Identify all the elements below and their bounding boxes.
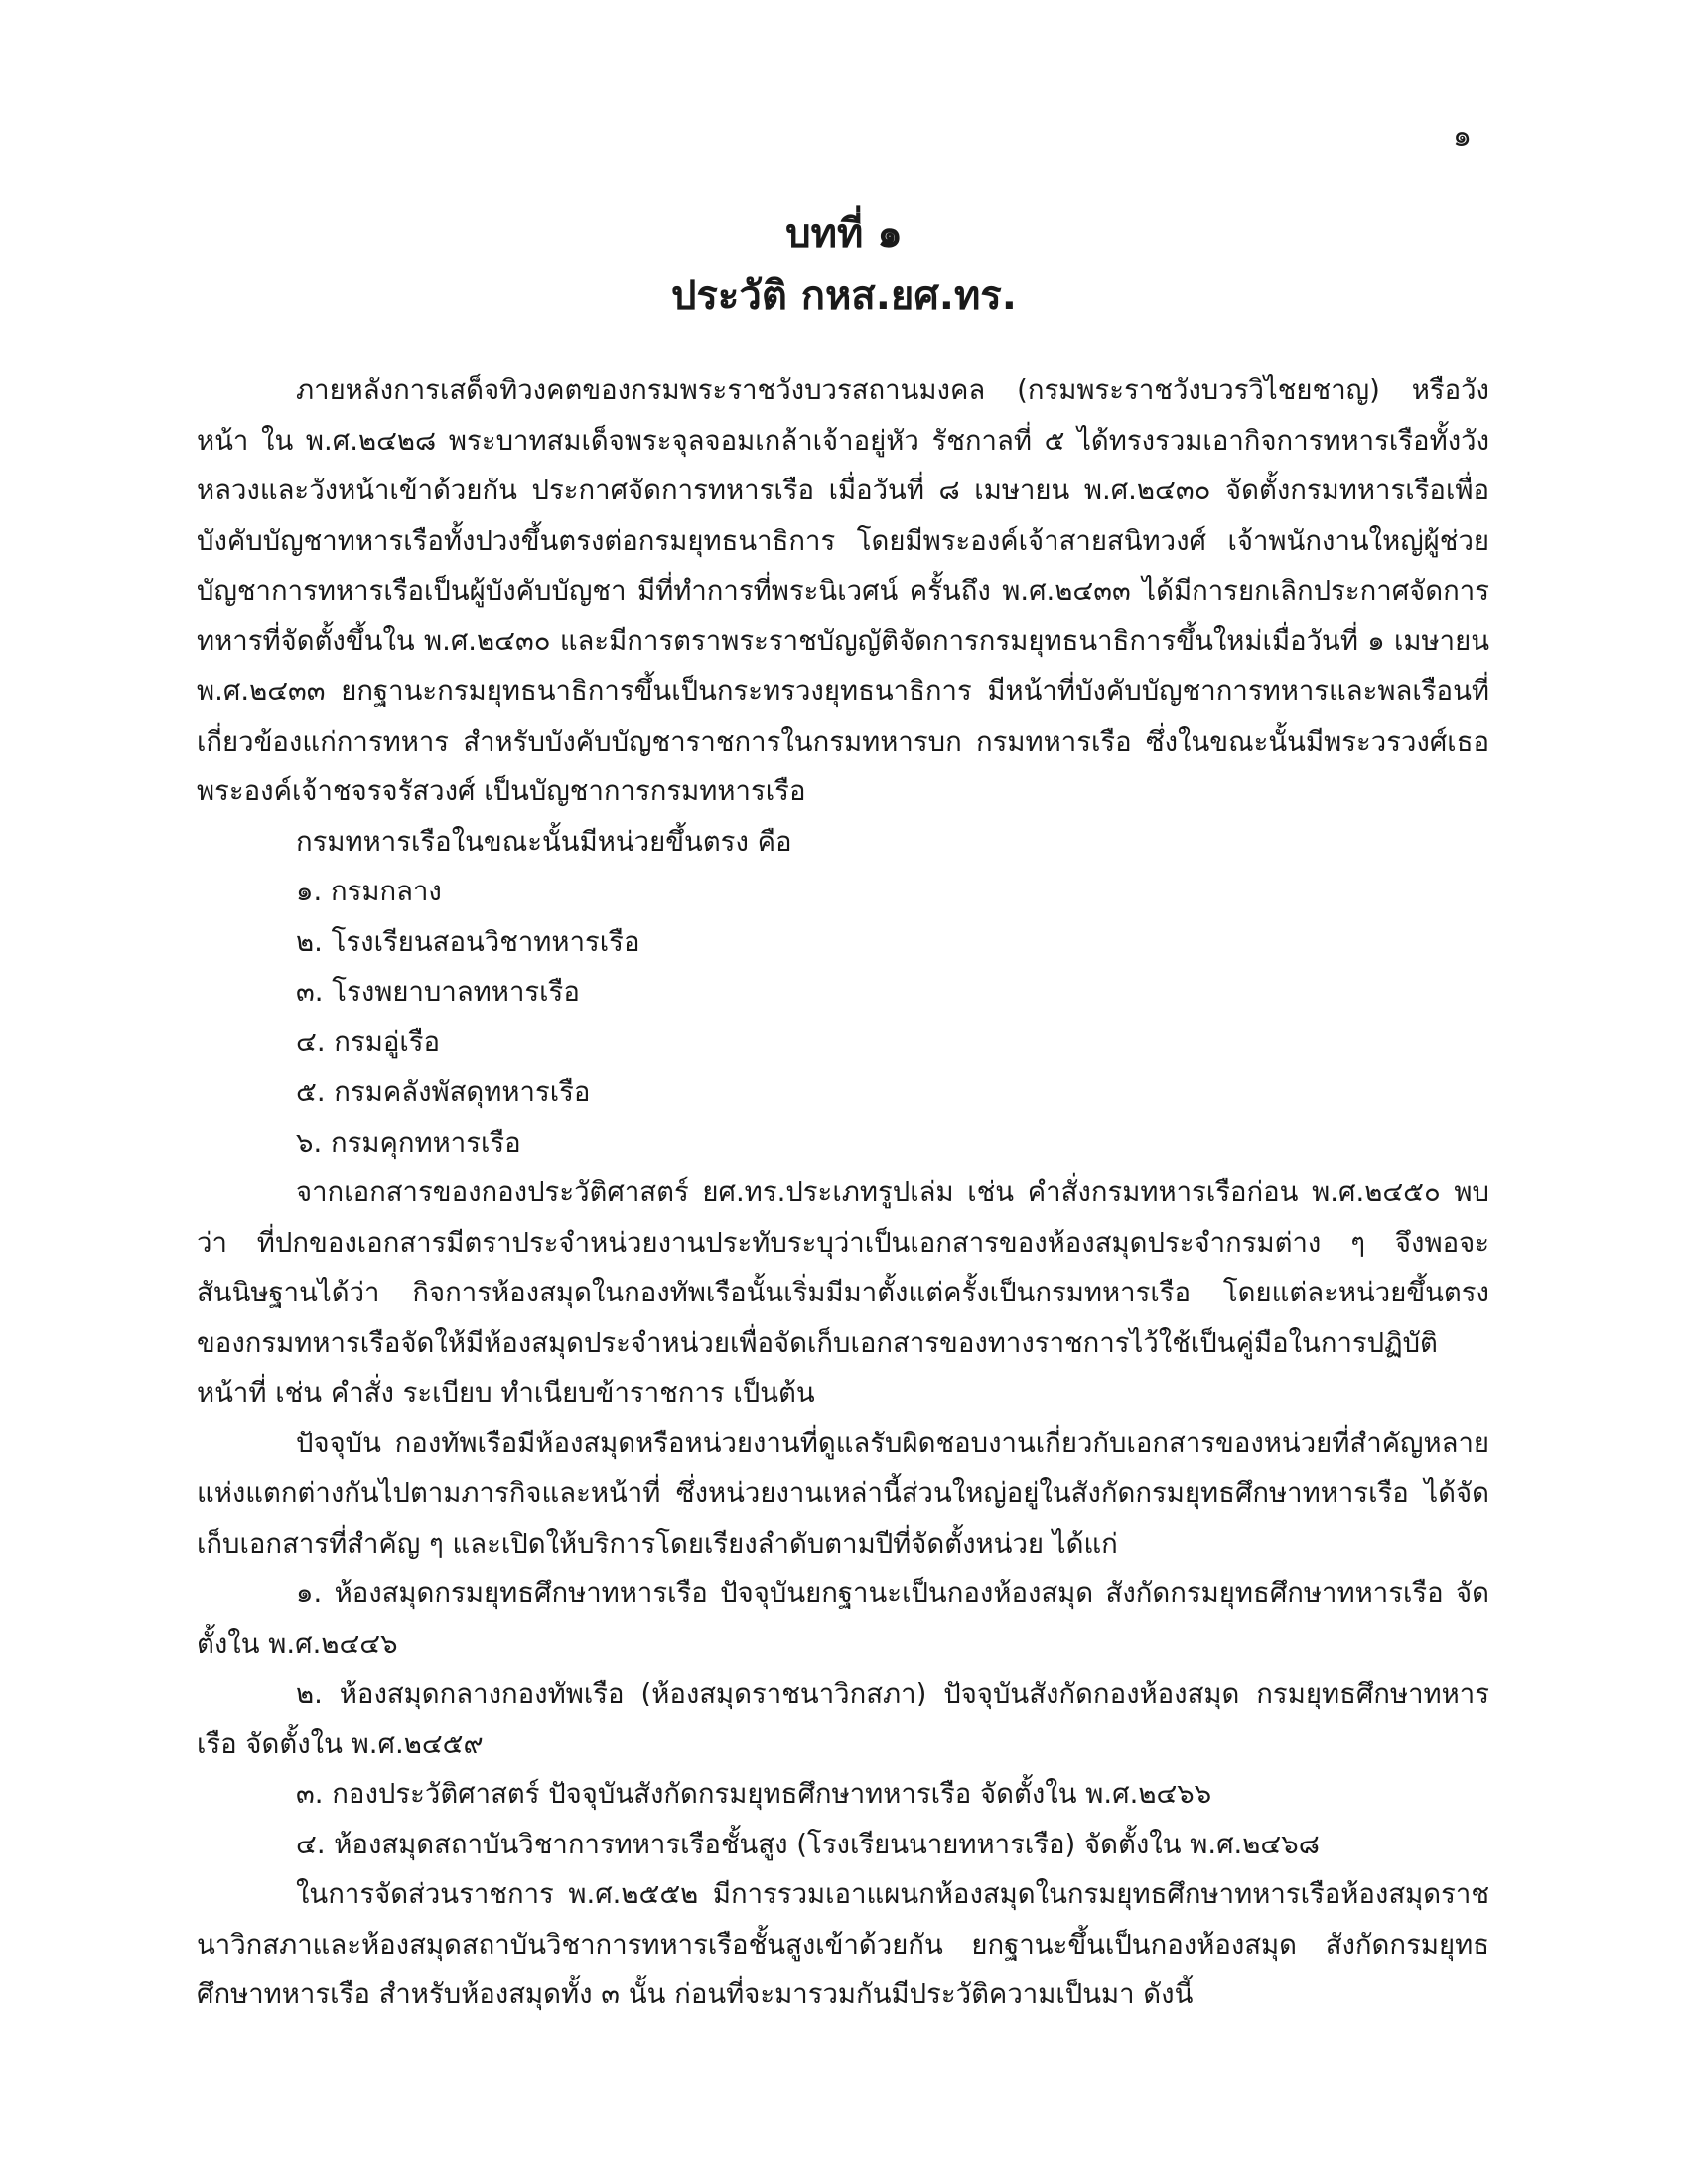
list-item: ๔. ห้องสมุดสถาบันวิชาการทหารเรือชั้นสูง (โรงเรียนนายทหารเรือ) จัดตั้งใน พ.ศ.๒๔๖๘	[296, 1828, 1320, 1860]
chapter-number: บทที่ ๑	[785, 211, 903, 257]
list-item: ๑. ห้องสมุดกรมยุทธศึกษาทหารเรือ ปัจจุบันยกฐานะเป็นกองห้องสมุด สังกัดกรมยุทธศึกษาทหารเรือ จัดตั้งใน พ.ศ.๒๔๔๖	[197, 1577, 1489, 1660]
list-item: ๒. โรงเรียนสอนวิชาทหารเรือ	[296, 925, 640, 958]
libraries-list	[197, 1569, 1489, 1869]
paragraph-units-intro: กรมทหารเรือในขณะนั้นมีหน่วยขึ้นตรง คือ	[296, 825, 792, 858]
units-list	[197, 867, 1489, 1167]
list-item: ๓. โรงพยาบาลทหารเรือ	[296, 976, 580, 1008]
list-item: ๖. กรมคุกทหารเรือ	[296, 1126, 521, 1159]
paragraph-present: ปัจจุบัน กองทัพเรือมีห้องสมุดหรือหน่วยงานที่ดูแลรับผิดชอบงานเกี่ยวกับเอกสารของหน่วยที่สำคัญหลายแห่งแตกต่างกันไปตามภารกิจและหน้าที่ ซึ่งหน่วยงานเหล่านี้ส่วนใหญ่อยู่ในสังกัดกรมยุทธศึกษาทหารเรือ ได้จัดเก็บเอกสารที่สำคัญ ๆ และเปิดให้บริการโดยเรียงลำดับตามปีที่จัดตั้งหน่วย ได้แก่	[197, 1427, 1489, 1560]
page-number: ๑	[1452, 119, 1472, 154]
document-body	[197, 365, 1489, 2020]
paragraph-reorganization: ในการจัดส่วนราชการ พ.ศ.๒๕๕๒ มีการรวมเอาแผนกห้องสมุดในกรมยุทธศึกษาทหารเรือห้องสมุดราชนาวิกสภาและห้องสมุดสถาบันวิชาการทหารเรือชั้นสูงเข้าด้วยกัน ยกฐานะขึ้นเป็นกองห้องสมุด สังกัดกรมยุทธศึกษาทหารเรือ สำหรับห้องสมุดทั้ง ๓ นั้น ก่อนที่จะมารวมกันมีประวัติความเป็นมา ดังนี้	[197, 1878, 1489, 2010]
list-item: ๓. กองประวัติศาสตร์ ปัจจุบันสังกัดกรมยุทธศึกษาทหารเรือ จัดตั้งใน พ.ศ.๒๔๖๖	[296, 1778, 1212, 1810]
paragraph-documents: จากเอกสารของกองประวัติศาสตร์ ยศ.ทร.ประเภทรูปเล่ม เช่น คำสั่งกรมทหารเรือก่อน พ.ศ.๒๔๕๐ พบว่า ที่ปกของเอกสารมีตราประจำหน่วยงานประทับระบุว่าเป็นเอกสารของห้องสมุดประจำกรมต่าง ๆ จึงพอจะสันนิษฐานได้ว่า กิจการห้องสมุดในกองทัพเรือนั้นเริ่มมีมาตั้งแต่ครั้งเป็นกรมทหารเรือ โดยแต่ละหน่วยขึ้นตรงของกรมทหารเรือจัดให้มีห้องสมุดประจำหน่วยเพื่อจัดเก็บเอกสารของทางราชการไว้ใช้เป็นคู่มือในการปฏิบัติหน้าที่ เช่น คำสั่ง ระเบียบ ทำเนียบข้าราชการ เป็นต้น	[197, 1176, 1489, 1409]
list-item: ๔. กรมอู่เรือ	[296, 1025, 441, 1058]
list-item: ๕. กรมคลังพัสดุทหารเรือ	[296, 1076, 591, 1108]
chapter-heading	[0, 204, 1688, 327]
list-item: ๑. กรมกลาง	[296, 876, 442, 907]
list-item: ๒. ห้องสมุดกลางกองทัพเรือ (ห้องสมุดราชนาวิกสภา) ปัจจุบันสังกัดกองห้องสมุด กรมยุทธศึกษาทหารเรือ จัดตั้งใน พ.ศ.๒๔๕๙	[197, 1678, 1489, 1760]
paragraph-history: ภายหลังการเสด็จทิวงคตของกรมพระราชวังบวรสถานมงคล (กรมพระราชวังบวรวิไชยชาญ) หรือวังหน้า ใน พ.ศ.๒๔๒๘ พระบาทสมเด็จพระจุลจอมเกล้าเจ้าอยู่หัว รัชกาลที่ ๕ ได้ทรงรวมเอากิจการทหารเรือทั้งวังหลวงและวังหน้าเข้าด้วยกัน ประกาศจัดการทหารเรือ เมื่อวันที่ ๘ เมษายน พ.ศ.๒๔๓๐ จัดตั้งกรมทหารเรือเพื่อบังคับบัญชาทหารเรือทั้งปวงขึ้นตรงต่อกรมยุทธนาธิการ โดยมีพระองค์เจ้าสายสนิทวงศ์ เจ้าพนักงานใหญ่ผู้ช่วยบัญชาการทหารเรือเป็นผู้บังคับบัญชา มีที่ทำการที่พระนิเวศน์ ครั้นถึง พ.ศ.๒๔๓๓ ได้มีการยกเลิกประกาศจัดการทหารที่จัดตั้งขึ้นใน พ.ศ.๒๔๓๐ และมีการตราพระราชบัญญัติจัดการกรมยุทธนาธิการขึ้นใหม่เมื่อวันที่ ๑ เมษายน พ.ศ.๒๔๓๓ ยกฐานะกรมยุทธนาธิการขึ้นเป็นกระทรวงยุทธนาธิการ มีหน้าที่บังคับบัญชาการทหารและพลเรือนที่เกี่ยวข้องแก่การทหาร สำหรับบังคับบัญชาราชการในกรมทหารบก กรมทหารเรือ ซึ่งในขณะนั้นมีพระวรวงศ์เธอพระองค์เจ้าชจรจรัสวงศ์ เป็นบัญชาการกรมทหารเรือ	[197, 374, 1489, 807]
chapter-title: ประวัติ กหส.ยศ.ทร.	[671, 273, 1017, 319]
